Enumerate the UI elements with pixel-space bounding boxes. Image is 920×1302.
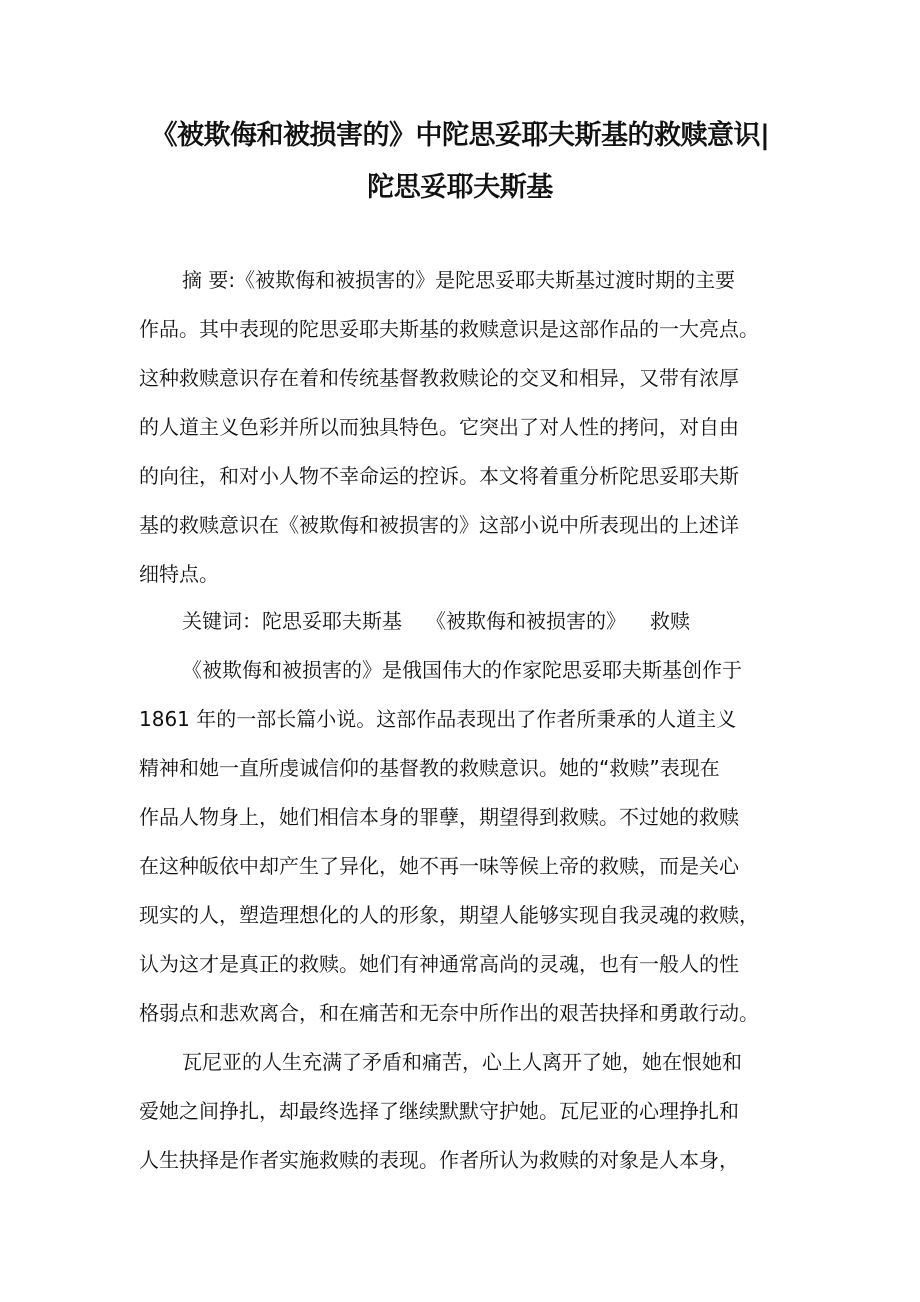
abstract-line-7: 细特点。 bbox=[139, 562, 219, 586]
abstract-line-1: 摘 要:《被欺侮和被损害的》是陀思妥耶夫斯基过渡时期的主要 bbox=[182, 268, 736, 292]
document-title bbox=[100, 110, 820, 214]
title-line-1: 《被欺侮和被损害的》中陀思妥耶夫斯基的救赎意识| bbox=[150, 120, 770, 151]
paragraph1-line-4: 作品人物身上，她们相信本身的罪孽，期望得到救赎。不过她的救赎 bbox=[139, 805, 739, 829]
title-line-2: 陀思妥耶夫斯基 bbox=[367, 172, 553, 203]
keyword-1: 陀思妥耶夫斯基 bbox=[262, 609, 402, 633]
keywords-label: 关键词： bbox=[182, 609, 262, 633]
abstract-line-2: 作品。其中表现的陀思妥耶夫斯基的救赎意识是这部作品的一大亮点。 bbox=[139, 317, 759, 341]
paragraph1-line-6: 现实的人，塑造理想化的人的形象，期望人能够实现自我灵魂的救赎， bbox=[139, 903, 759, 927]
paragraph1-line-8: 格弱点和悲欢离合，和在痛苦和无奈中所作出的艰苦抉择和勇敢行动。 bbox=[139, 1001, 759, 1025]
paragraph1-line-2: 1861 年的一部长篇小说。这部作品表现出了作者所秉承的人道主义 bbox=[139, 707, 737, 731]
paragraph1-line-3: 精神和她一直所虔诚信仰的基督教的救赎意识。她的“救赎”表现在 bbox=[139, 756, 720, 780]
paragraph2-line-1: 瓦尼亚的人生充满了矛盾和痛苦，心上人离开了她，她在恨她和 bbox=[182, 1050, 742, 1074]
paragraph1-line-5: 在这种皈依中却产生了异化，她不再一味等候上帝的救赎，而是关心 bbox=[139, 854, 739, 878]
paragraph1-line-1: 《被欺侮和被损害的》是俄国伟大的作家陀思妥耶夫斯基创作于 bbox=[182, 658, 742, 682]
paragraph2-line-3: 人生抉择是作者实施救赎的表现。作者所认为救赎的对象是人本身， bbox=[139, 1148, 739, 1172]
abstract-line-5: 的向往，和对小人物不幸命运的控诉。本文将着重分析陀思妥耶夫斯 bbox=[139, 464, 739, 488]
keyword-2: 《被欺侮和被损害的》 bbox=[426, 609, 626, 633]
keyword-3: 救赎 bbox=[650, 609, 690, 633]
abstract-line-3: 这种救赎意识存在着和传统基督教救赎论的交叉和相异，又带有浓厚 bbox=[139, 366, 739, 390]
paragraph2-line-2: 爱她之间挣扎，却最终选择了继续默默守护她。瓦尼亚的心理挣扎和 bbox=[139, 1099, 739, 1123]
abstract-line-4: 的人道主义色彩并所以而独具特色。它突出了对人性的拷问，对自由 bbox=[139, 415, 739, 439]
keywords-line bbox=[182, 607, 690, 635]
abstract-line-6: 基的救赎意识在《被欺侮和被损害的》这部小说中所表现出的上述详 bbox=[139, 513, 739, 537]
paragraph1-line-7: 认为这才是真正的救赎。她们有神通常高尚的灵魂，也有一般人的性 bbox=[139, 952, 739, 976]
